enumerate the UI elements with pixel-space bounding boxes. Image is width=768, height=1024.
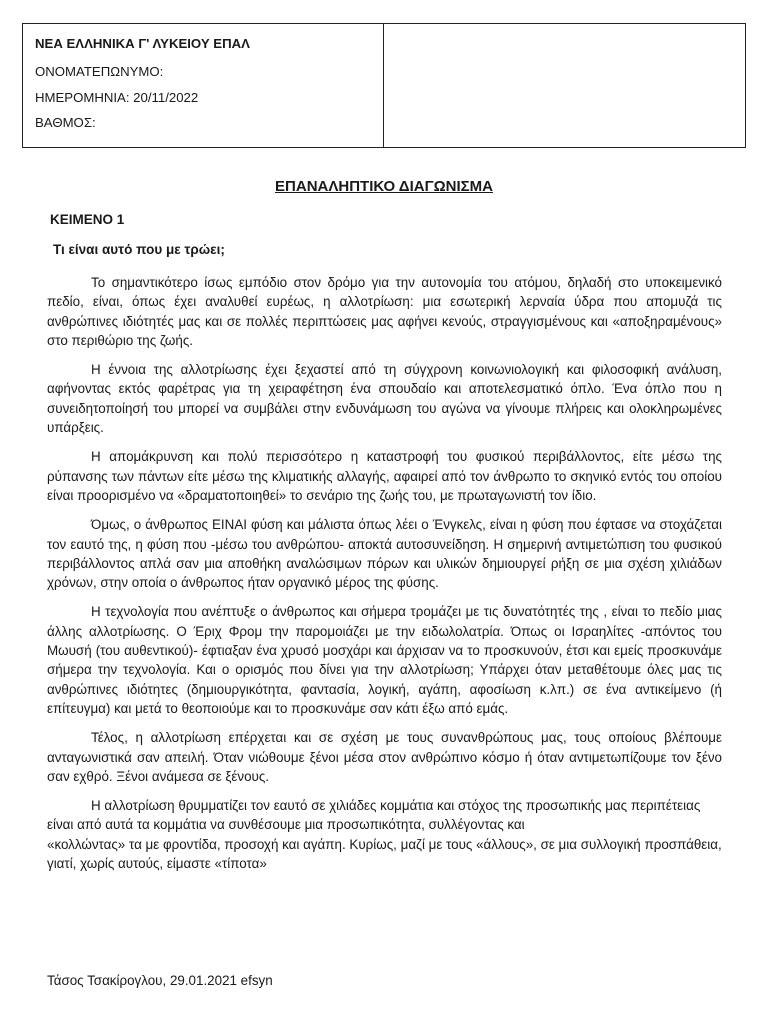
paragraph-4: Όμως, ο άνθρωπος ΕΙΝΑΙ φύση και μάλιστα όπως λέει ο Ένγκελς, είναι η φύση που έφτασε να στοχάζεται τον εαυτό της, η φύση που -μέσω του ανθρώπου- αποκτά αυτοσυνείδηση. Η σημερινή αντιμετώπιση του φυσικού περιβάλλοντος απλά σαν μια αποθήκη αναλώσιμων πόρων και υλικών δημιουργεί ρήξη σε μια σχέση χιλιάδων χρόνων, στην οποία ο άνθρωπος ήταν οργανικό μέρος της φύσης. <box>47 517 722 591</box>
paragraph-1: Το σημαντικότερο ίσως εμπόδιο στον δρόμο για την αυτονομία του ατόμου, δηλαδή στο υποκειμενικό πεδίο, είναι, όπως έχει αναλυθεί ευρέως, η αλλοτρίωση: μια εσωτερική λερναία ύδρα που απομυζά τις ανθρώπινες ιδιότητές μας και σε πολλές περιπτώσεις μας αφήνει κενούς, στραγγισμένους και «αποξηραμένους» στο περιθώριο της ζωής. <box>47 275 722 348</box>
paragraph-3: Η απομάκρυνση και πολύ περισσότερο η καταστροφή του φυσικού περιβάλλοντος, είτε μέσω της ρύπανσης των πάντων είτε μέσω της κλιματικής αλλαγής, αφαιρεί από τον άνθρωπο το σκηνικό εντός του οποίου είναι προορισμένο να «δραματοποιηθεί» το σενάριο της ζωής του, με πρωταγωνιστή τον ίδιο. <box>47 449 722 503</box>
paragraph-5: Η τεχνολογία που ανέπτυξε ο άνθρωπος και σήμερα τρομάζει με τις δυνατότητές της , είναι το πεδίο μιας άλλης αλλοτρίωσης. Ο Έριχ Φρομ την παρομοιάζει με την ειδωλολατρία. Όπως οι Ισραηλίτες -απόντος του Μωυσή (του αυθεντικού)- έφτιαξαν ένα χρυσό μοσχάρι και άρχισαν να το προσκυνούν, έτσι και εμείς προσκυνάμε σήμερα την τεχνολογία. Και ο ορισμός που δίνει για την αλλοτρίωση; Υπάρχει όταν μεταθέτουμε όλες μας τις ανθρώπινες ιδιότητες (δημιουργικότητα, φαντασία, λογική, αγάπη, αφοσίωση κ.λπ.) σε ένα αντικείμενο (ή επίτευγμα) και μετά το θεοποιούμε και το προσκυνάμε σαν κάτι έξω από εμάς. <box>47 604 722 716</box>
page-title: ΕΠΑΝΑΛΗΠΤΙΚΟ ΔΙΑΓΩΝΙΣΜΑ <box>275 178 493 195</box>
body-text <box>47 273 722 883</box>
header-blank-cell <box>384 24 745 147</box>
text-title: Τι είναι αυτό που με τρώει; <box>53 242 225 257</box>
header-box <box>22 23 746 148</box>
source-signature: Τάσος Τσακίρογλου, 29.01.2021 efsyn <box>47 973 273 988</box>
paragraph-7: Η αλλοτρίωση θρυμματίζει τον εαυτό σε χιλιάδες κομμάτια και στόχος της προσωπικής μας περιπέτειας είναι από αυτά τα κομμάτια να συνθέσουμε μια προσωπικότητα, συλλέγοντας και «κολλώντας» τα με φροντίδα, προσοχή και αγάπη. Κυρίως, μαζί με τους «άλλους», σε μια συλλογική προσπάθεια, γιατί, χωρίς αυτούς, είμαστε «τίποτα» <box>47 798 722 872</box>
grade-label: ΒΑΘΜΟΣ: <box>35 115 96 130</box>
paragraph-6: Τέλος, η αλλοτρίωση επέρχεται και σε σχέση με τους συνανθρώπους μας, τους οποίους βλέπουμε ανταγωνιστικά σαν απειλή. Όταν νιώθουμε ξένοι μέσα στον ανθρώπινο κόσμο ή όταν αντιμετωπίζουμε τον ξένο σαν εχθρό. Ξένοι ανάμεσα σε ξένους. <box>47 730 722 784</box>
name-label: ΟΝΟΜΑΤΕΠΩΝΥΜΟ: <box>35 64 164 79</box>
header-info <box>23 24 384 147</box>
date-label: ΗΜΕΡΟΜΗΝΙΑ: 20/11/2022 <box>35 90 199 105</box>
paragraph-2: Η έννοια της αλλοτρίωσης έχει ξεχαστεί από τη σύγχρονη κοινωνιολογική και φιλοσοφική ανάλυση, αφήνοντας εκτός φαρέτρας για τη χειραφέτηση ένα σπουδαίο και αποτελεσματικό όπλο. Ένα όπλο που η συνειδητοποίησή του μπορεί να συμβάλει στην ενδυνάμωση του αγώνα να γίνουμε πλήρεις και ολοκληρωμένες υπάρξεις. <box>47 362 722 436</box>
subject-label: ΝΕΑ ΕΛΛΗΝΙΚΑ Γ' ΛΥΚΕΙΟΥ ΕΠΑΛ <box>35 36 250 51</box>
section-label: ΚΕΙΜΕΝΟ 1 <box>50 212 125 227</box>
